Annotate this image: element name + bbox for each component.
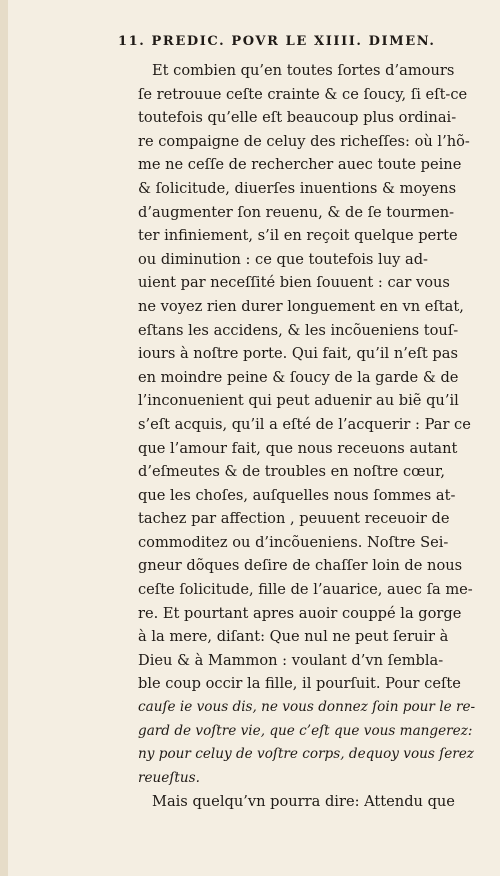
text-line: Dieu & à Mammon : voulant d’vn ſembla- [138, 651, 444, 669]
text-line: re. Et pourtant apres auoir couppé la gorge [138, 604, 462, 622]
text-line: ſe retrouue ceſte crainte & ce ſoucy, ſi eſt-ce [138, 85, 468, 103]
text-line: cauſe ie vous dis, ne vous donnez ſoin pour le re- [138, 699, 476, 716]
body-text [138, 59, 490, 814]
text-line: Mais quelqu’vn pourra dire: Attendu que [152, 793, 455, 811]
text-line: reueſtus. [138, 769, 200, 786]
text-line: que l’amour fait, que nous receuons autant [138, 439, 458, 457]
text-line: ny pour celuy de voſtre corps, dequoy vous ſerez [138, 746, 474, 763]
text-line: me ne ceſſe de rechercher auec toute peine [138, 156, 462, 174]
text-line: en moindre peine & ſoucy de la garde & de [138, 368, 459, 386]
text-line: que les choſes, auſquelles nous ſommes at- [138, 486, 456, 504]
text-line: d’eſmeutes & de troubles en noſtre cœur, [138, 463, 445, 481]
text-line: gneur dõques deſire de chaſſer loin de nous [138, 557, 463, 575]
text-line: s’eſt acquis, qu’il a eſté de l’acquerir : Par ce [138, 415, 471, 433]
text-line: toutefois qu’elle eſt beaucoup plus ordinai- [138, 109, 457, 127]
page-gutter-edge [0, 0, 8, 876]
text-line: ne voyez rien durer longuement en vn eſtat, [138, 297, 464, 315]
text-line: & ſolicitude, diuerſes inuentions & moyens [138, 179, 457, 197]
text-line: ou diminution : ce que toutefois luy ad- [138, 250, 428, 268]
text-line: Et combien qu’en toutes ſortes d’amours [152, 62, 455, 79]
text-line: iours à noſtre porte. Qui fait, qu’il n’eſt pas [138, 345, 458, 363]
text-line: gard de voſtre vie, que c’eſt que vous mangerez: [138, 722, 473, 739]
text-line: l’inconuenient qui peut aduenir au biẽ qu’il [138, 392, 459, 410]
text-line: d’augmenter ſon reuenu, & de ſe tourmen- [138, 203, 455, 221]
text-line: commoditez ou d’incõueniens. Noſtre Sei- [138, 533, 449, 551]
running-head: 11. PREDIC. POVR LE XIIII. DIMEN. [118, 34, 436, 49]
text-line: ble coup occir la fille, il pourſuit. Pour ceſte [138, 675, 461, 693]
text-line: ter infiniement, s’il en reçoit quelque perte [138, 227, 458, 245]
text-line: tachez par affection , peuuent receuoir de [138, 510, 450, 528]
text-line: uient par neceſſité bien ſouuent : car vous [138, 274, 450, 292]
text-line: re compaigne de celuy des richeſſes: où l’hõ- [138, 132, 470, 150]
text-line: eſtans les accidens, & les incõueniens touſ- [138, 321, 459, 339]
text-line: à la mere, diſant: Que nul ne peut ſeruir à [138, 628, 449, 646]
text-line: ceſte ſolicitude, fille de l’auarice, auec ſa me- [138, 581, 473, 599]
